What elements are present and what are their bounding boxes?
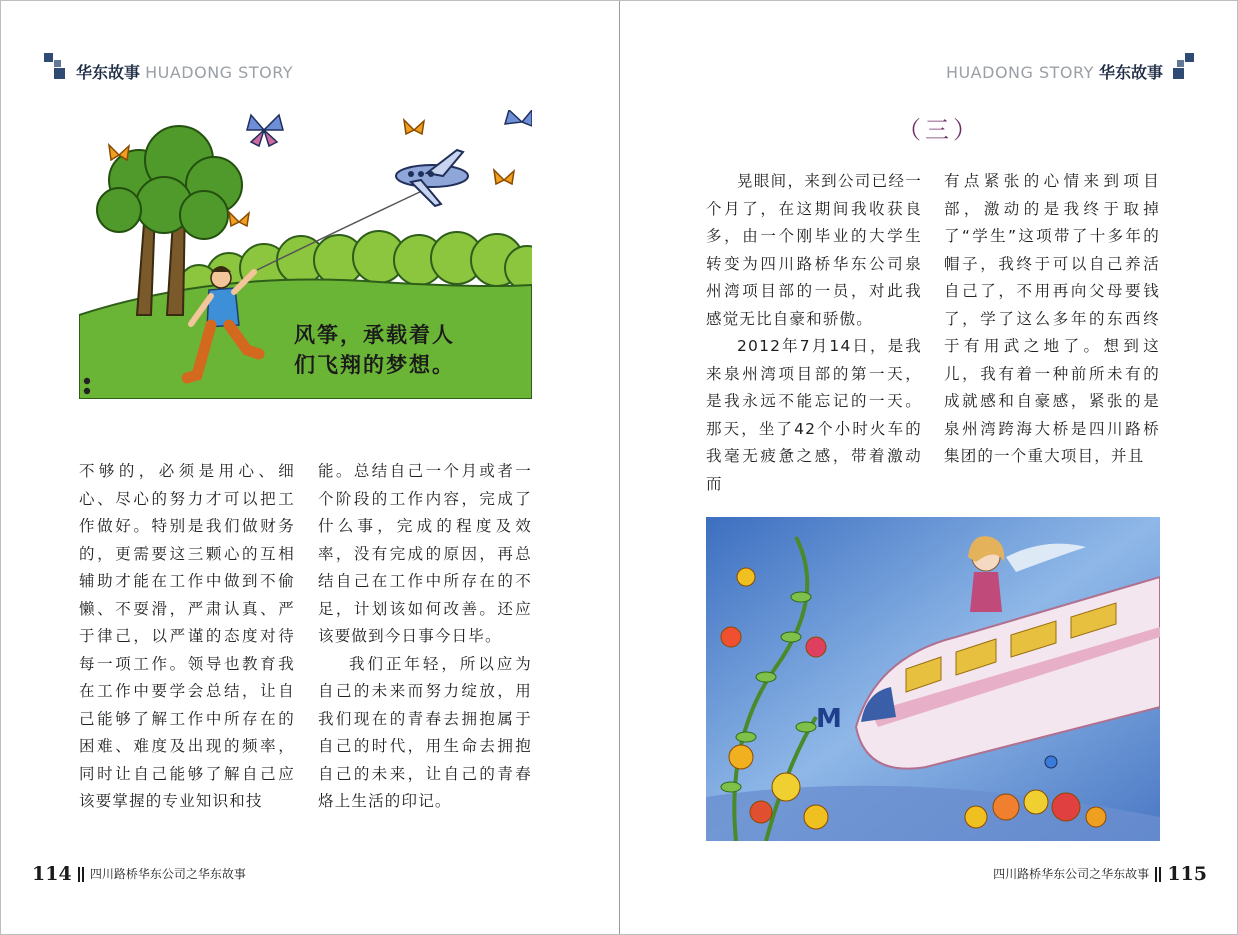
page-header <box>946 60 1163 83</box>
paragraph: 能。总结自己一个月或者一个阶段的工作内容，完成了什么事，完成的程度及效率，没有完成的原因，再总结自己在工作中所存在的不足，计划该如何改善。还应该要做到今日事今日毕。 <box>318 462 532 645</box>
right-column-2 <box>944 168 1160 471</box>
train-scene-icon <box>706 517 1160 841</box>
paragraph: 有点紧张的心情来到项目部，激动的是我终于取掉了“学生”这项带了十多年的帽子，我终于可以自己养活自己了，不用再向父母要钱了，学了这么多年的东西终于有用武之地了。想到这儿，我有着一种前所未有的成就感和自豪感，紧张的是泉州湾跨海大桥是四川路桥集团的一个重大项目，并且 <box>944 172 1160 465</box>
train-girl-watercolor-illustration <box>706 517 1160 841</box>
caption-line-2: 们飞翔的梦想。 <box>294 353 455 377</box>
paragraph: 2012年7月14日，是我来泉州湾项目部的第一天，是我永远不能忘记的一天。那天，坐了42个小时火车的我毫无疲惫之感，带着激动而 <box>706 337 922 493</box>
right-column-1 <box>706 168 922 498</box>
left-column-2 <box>318 458 532 816</box>
page-footer <box>32 863 246 885</box>
footer-title: 四川路桥华东公司之华东故事 <box>89 867 246 881</box>
kite-boy-illustration <box>79 110 532 399</box>
paragraph: 晃眼间，来到公司已经一个月了，在这期间我收获良多，由一个刚毕业的大学生转变为四川路桥华东公司泉州湾项目部的一员，对此我感觉无比自豪和骄傲。 <box>706 172 922 328</box>
page-footer <box>993 863 1207 885</box>
header-title-en: HUADONG STORY <box>145 63 294 82</box>
page-header <box>76 60 293 83</box>
illustration-caption <box>294 320 455 380</box>
header-logo-icon <box>44 53 72 79</box>
section-title: （三） <box>897 116 981 144</box>
page-number: 115 <box>1167 863 1207 885</box>
caption-line-1: 风筝，承载着人 <box>294 323 455 347</box>
footer-title: 四川路桥华东公司之华东故事 <box>993 867 1150 881</box>
header-title-cn: 华东故事 <box>76 63 141 82</box>
train-logo: M <box>816 704 842 734</box>
header-title-en: HUADONG STORY <box>945 63 1094 82</box>
header-title-cn: 华东故事 <box>1098 63 1163 82</box>
bird-icon <box>1045 756 1057 768</box>
paragraph: 不够的，必须是用心、细心、尽心的努力才可以把工作做好。特别是我们做财务的，更需要这三颗心的互相辅助才能在工作中做到不偷懒、不耍滑，严肃认真、严于律己，以严谨的态度对待每一项工作。领导也教育我在工作中要学会总结，让自己能够了解工作中所存在的困难、难度及出现的频率，同时让自己能够了解自己应该要掌握的专业知识和技 <box>79 462 295 810</box>
left-column-1 <box>79 458 295 816</box>
right-page <box>620 0 1238 935</box>
paragraph: 我们正年轻，所以应为自己的未来而努力绽放，用我们现在的青春去拥抱属于自己的时代，用生命去拥抱自己的未来，让自己的青春烙上生活的印记。 <box>318 654 532 810</box>
page-number: 114 <box>32 863 72 885</box>
header-logo-icon <box>1166 53 1194 79</box>
